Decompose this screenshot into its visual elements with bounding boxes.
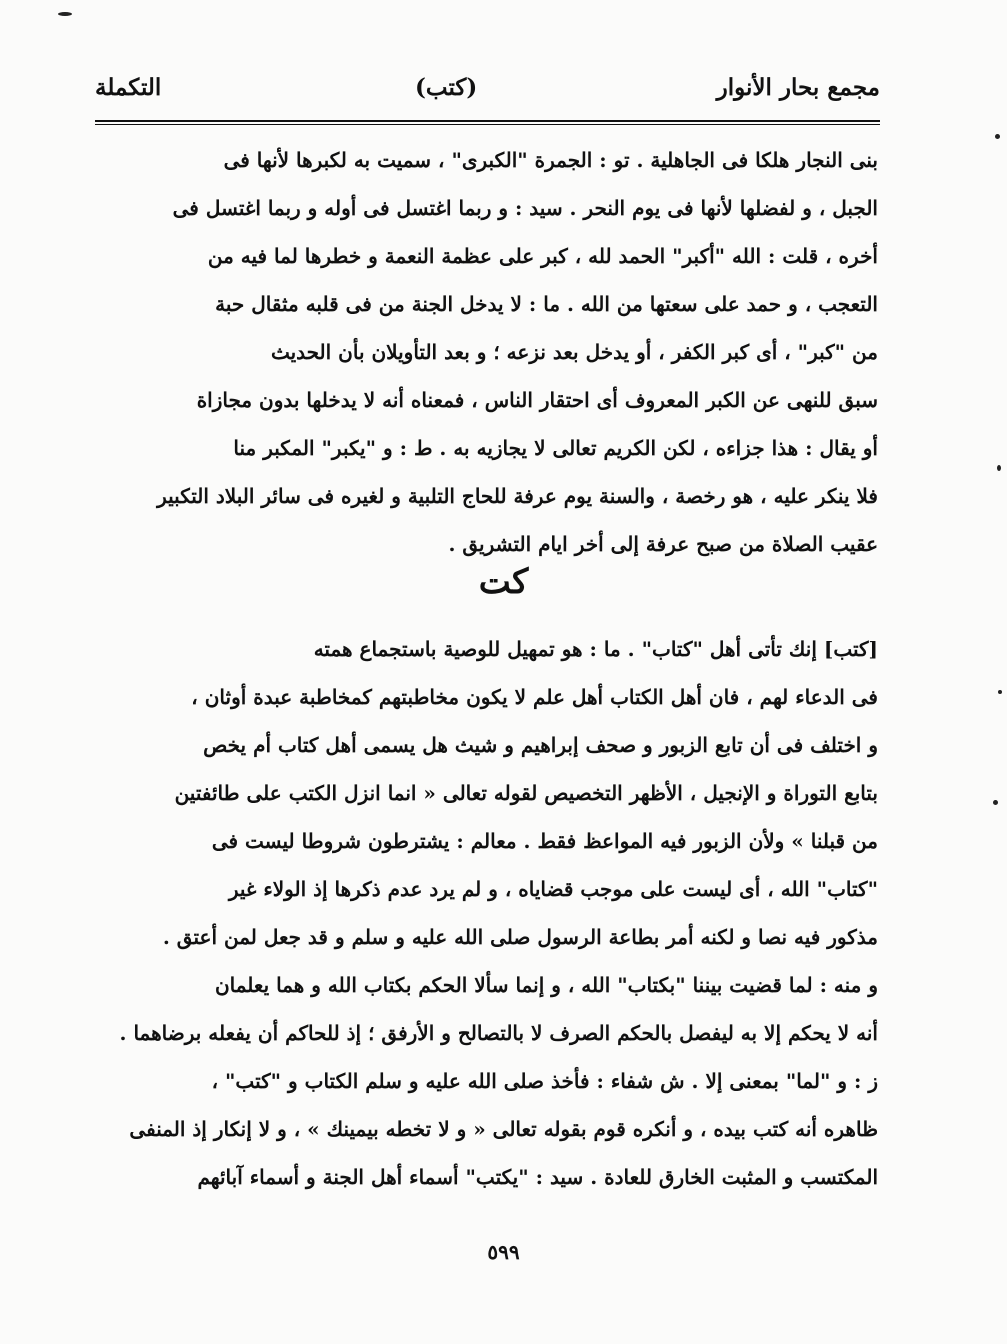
page-header — [95, 74, 880, 114]
header-rule-thick — [95, 120, 880, 122]
text-line: عقيب الصلاة من صبح عرفة إلى أخر ايام التشريق . — [448, 532, 878, 556]
text-line: من "كبر" ، أى كبر الكفر ، أو يدخل بعد نزعه ؛ و بعد التأويلان بأن الحديث — [270, 340, 878, 364]
text-line: ظاهره أنه كتب بيده ، و أنكره قوم بقوله تعالى « و لا تخطه بيمينك » ، و لا إنكار إذ المنفى — [129, 1117, 878, 1141]
scan-speck — [998, 690, 1002, 694]
scan-speck — [993, 800, 998, 805]
entry-key: (كتب) — [415, 74, 478, 101]
text-line: أنه لا يحكم إلا به ليفصل بالحكم الصرف لا بالتصالح و الأرفق ؛ إذ للحاكم أن يفعله برضاهما . — [119, 1021, 878, 1045]
scan-speck — [995, 134, 1000, 139]
running-title: مجمع بحار الأنوار — [716, 74, 880, 101]
text-line: و منه : لما قضيت بيننا "بكتاب" الله ، و إنما سألا الحكم بكتاب الله و هما يعلمان — [214, 973, 878, 997]
text-line: [كتب] إنك تأتى أهل "كتاب" . ما : هو تمهيل للوصية باستجماع همته — [313, 637, 878, 661]
text-line: من قبلنا » ولأن الزبور فيه المواعظ فقط . معالم : يشترطون شروطا ليست فى — [211, 829, 878, 853]
text-line: بتابع التوراة و الإنجيل ، الأظهر التخصيص لقوله تعالى « انما انزل الكتب على طائفتين — [174, 781, 878, 805]
text-line: ز : و "لما" بمعنى إلا . ش شفاء : فأخذ صلى الله عليه و سلم الكتاب و "كتب" ، — [211, 1069, 878, 1093]
scan-speck — [58, 12, 72, 16]
text-line: "كتاب" الله ، أى ليست على موجب قضاياه ، و لم يرد عدم ذكرها إذ الولاء غير — [228, 877, 878, 901]
page-number: ٥٩٩ — [487, 1240, 520, 1264]
text-line: التعجب ، و حمد على سعتها من الله . ما : لا يدخل الجنة من فى قلبه مثقال حبة — [215, 292, 878, 316]
text-line: بنى النجار هلكا فى الجاهلية . تو : الجمرة "الكبرى" ، سميت به لكبرها لأنها فى — [223, 148, 878, 172]
text-block-first — [100, 136, 878, 568]
text-block-second — [100, 625, 878, 1201]
text-line: المكتسب و المثبت الخارق للعادة . سيد : "يكتب" أسماء أهل الجنة و أسماء آبائهم — [197, 1165, 878, 1189]
header-rule-thin — [95, 124, 880, 125]
section-heading: كت — [478, 562, 529, 602]
text-line: و اختلف فى أن تابع الزبور و صحف إبراهيم و شيث هل يسمى أهل كتاب أم يخص — [203, 733, 878, 757]
chapter-title: التكملة — [95, 74, 162, 101]
text-line: فلا ينكر عليه ، هو رخصة ، والسنة يوم عرفة للحاج التلبية و لغيره فى سائر البلاد التكبير — [157, 484, 878, 508]
scan-speck — [997, 465, 1001, 471]
text-line: أخره ، قلت : الله "أكبر" الحمد لله ، كبر على عظمة النعمة و خطرها لما فيه من — [207, 244, 878, 268]
text-line: سبق للنهى عن الكبر المعروف أى احتقار الناس ، فمعناه أنه لا يدخلها بدون مجازاة — [196, 388, 878, 412]
text-line: أو يقال : هذا جزاءه ، لكن الكريم تعالى لا يجازيه به . ط : و "يكبر" المكبر منا — [233, 436, 878, 460]
text-line: الجبل ، و لفضلها لأنها فى يوم النحر . سيد : و ربما اغتسل فى أوله و ربما اغتسل فى — [172, 196, 878, 220]
text-line: مذكور فيه نصا و لكنه أمر بطاعة الرسول صلى الله عليه و سلم و قد جعل لمن أعتق . — [162, 925, 878, 949]
text-line: فى الدعاء لهم ، فان أهل الكتاب أهل علم لا يكون مخاطبتهم كمخاطبة عبدة أوثان ، — [191, 685, 878, 709]
